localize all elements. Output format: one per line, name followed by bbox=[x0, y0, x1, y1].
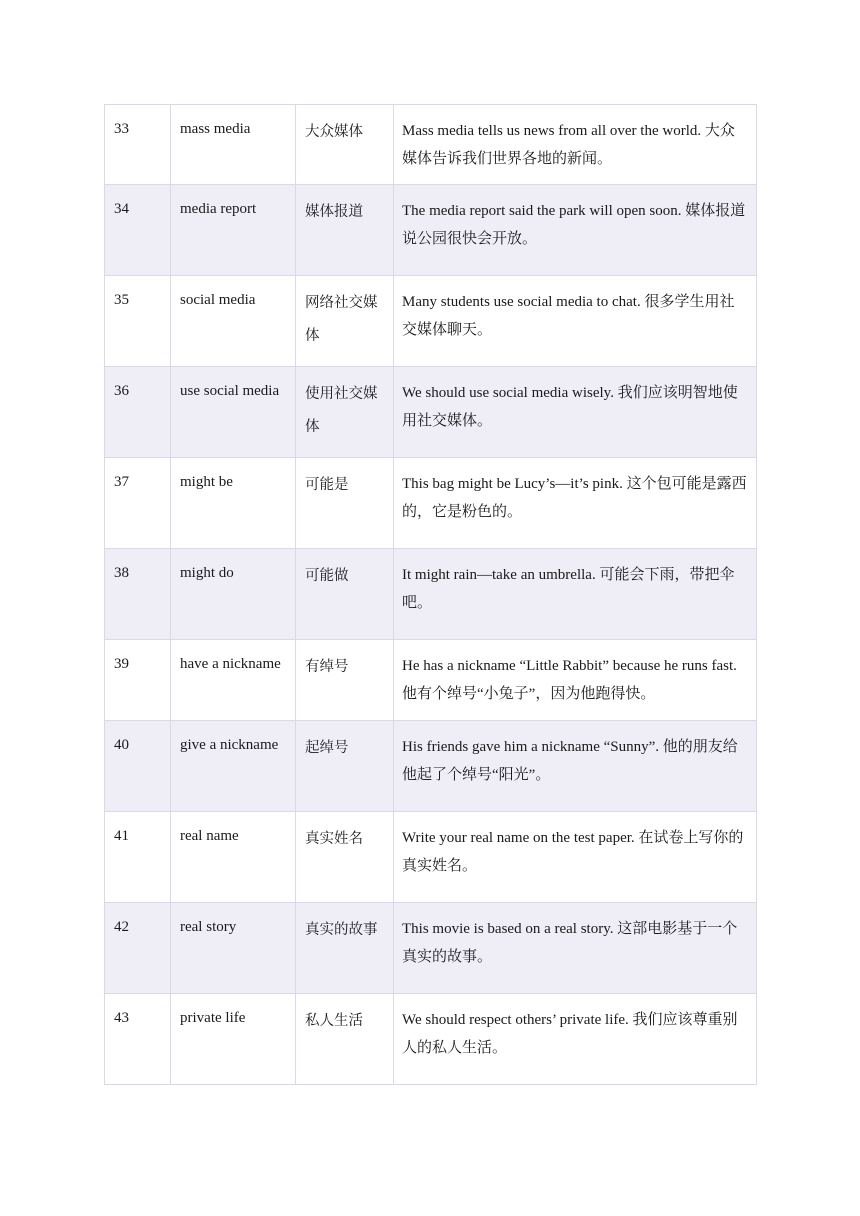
table-row bbox=[105, 903, 757, 994]
english-phrase: give a nickname bbox=[171, 721, 296, 812]
chinese-meaning: 有绰号 bbox=[296, 640, 394, 721]
table-row bbox=[105, 549, 757, 640]
row-number: 42 bbox=[105, 903, 171, 994]
chinese-meaning: 网络社交媒体 bbox=[296, 276, 394, 367]
table-row bbox=[105, 276, 757, 367]
chinese-meaning: 起绰号 bbox=[296, 721, 394, 812]
row-number: 41 bbox=[105, 812, 171, 903]
english-phrase: have a nickname bbox=[171, 640, 296, 721]
example-sentence: This movie is based on a real story. 这部电影基于一个真实的故事。 bbox=[394, 903, 757, 994]
table-row bbox=[105, 994, 757, 1085]
table-row bbox=[105, 721, 757, 812]
table-row bbox=[105, 812, 757, 903]
row-number: 37 bbox=[105, 458, 171, 549]
english-phrase: real story bbox=[171, 903, 296, 994]
chinese-meaning: 真实姓名 bbox=[296, 812, 394, 903]
english-phrase: mass media bbox=[171, 105, 296, 185]
table-row bbox=[105, 640, 757, 721]
example-sentence: The media report said the park will open soon. 媒体报道说公园很快会开放。 bbox=[394, 185, 757, 276]
english-phrase: real name bbox=[171, 812, 296, 903]
english-phrase: might be bbox=[171, 458, 296, 549]
english-phrase: might do bbox=[171, 549, 296, 640]
row-number: 40 bbox=[105, 721, 171, 812]
row-number: 43 bbox=[105, 994, 171, 1085]
example-sentence: Many students use social media to chat. 很多学生用社交媒体聊天。 bbox=[394, 276, 757, 367]
row-number: 39 bbox=[105, 640, 171, 721]
chinese-meaning: 可能是 bbox=[296, 458, 394, 549]
example-sentence: We should respect others’ private life. 我们应该尊重别人的私人生活。 bbox=[394, 994, 757, 1085]
example-sentence: Mass media tells us news from all over the world. 大众媒体告诉我们世界各地的新闻。 bbox=[394, 105, 757, 185]
row-number: 38 bbox=[105, 549, 171, 640]
chinese-meaning: 使用社交媒体 bbox=[296, 367, 394, 458]
table-row bbox=[105, 458, 757, 549]
example-sentence: Write your real name on the test paper. 在试卷上写你的真实姓名。 bbox=[394, 812, 757, 903]
chinese-meaning: 真实的故事 bbox=[296, 903, 394, 994]
row-number: 35 bbox=[105, 276, 171, 367]
row-number: 33 bbox=[105, 105, 171, 185]
chinese-meaning: 私人生活 bbox=[296, 994, 394, 1085]
example-sentence: We should use social media wisely. 我们应该明智地使用社交媒体。 bbox=[394, 367, 757, 458]
example-sentence: His friends gave him a nickname “Sunny”. 他的朋友给他起了个绰号“阳光”。 bbox=[394, 721, 757, 812]
example-sentence: He has a nickname “Little Rabbit” because he runs fast. 他有个绰号“小兔子”，因为他跑得快。 bbox=[394, 640, 757, 721]
table-row bbox=[105, 105, 757, 185]
row-number: 34 bbox=[105, 185, 171, 276]
chinese-meaning: 可能做 bbox=[296, 549, 394, 640]
chinese-meaning: 媒体报道 bbox=[296, 185, 394, 276]
row-number: 36 bbox=[105, 367, 171, 458]
vocabulary-table bbox=[104, 104, 757, 1085]
chinese-meaning: 大众媒体 bbox=[296, 105, 394, 185]
table-row bbox=[105, 367, 757, 458]
example-sentence: It might rain—take an umbrella. 可能会下雨，带把伞吧。 bbox=[394, 549, 757, 640]
example-sentence: This bag might be Lucy’s—it’s pink. 这个包可能是露西的，它是粉色的。 bbox=[394, 458, 757, 549]
english-phrase: private life bbox=[171, 994, 296, 1085]
english-phrase: use social media bbox=[171, 367, 296, 458]
english-phrase: media report bbox=[171, 185, 296, 276]
table-row bbox=[105, 185, 757, 276]
english-phrase: social media bbox=[171, 276, 296, 367]
